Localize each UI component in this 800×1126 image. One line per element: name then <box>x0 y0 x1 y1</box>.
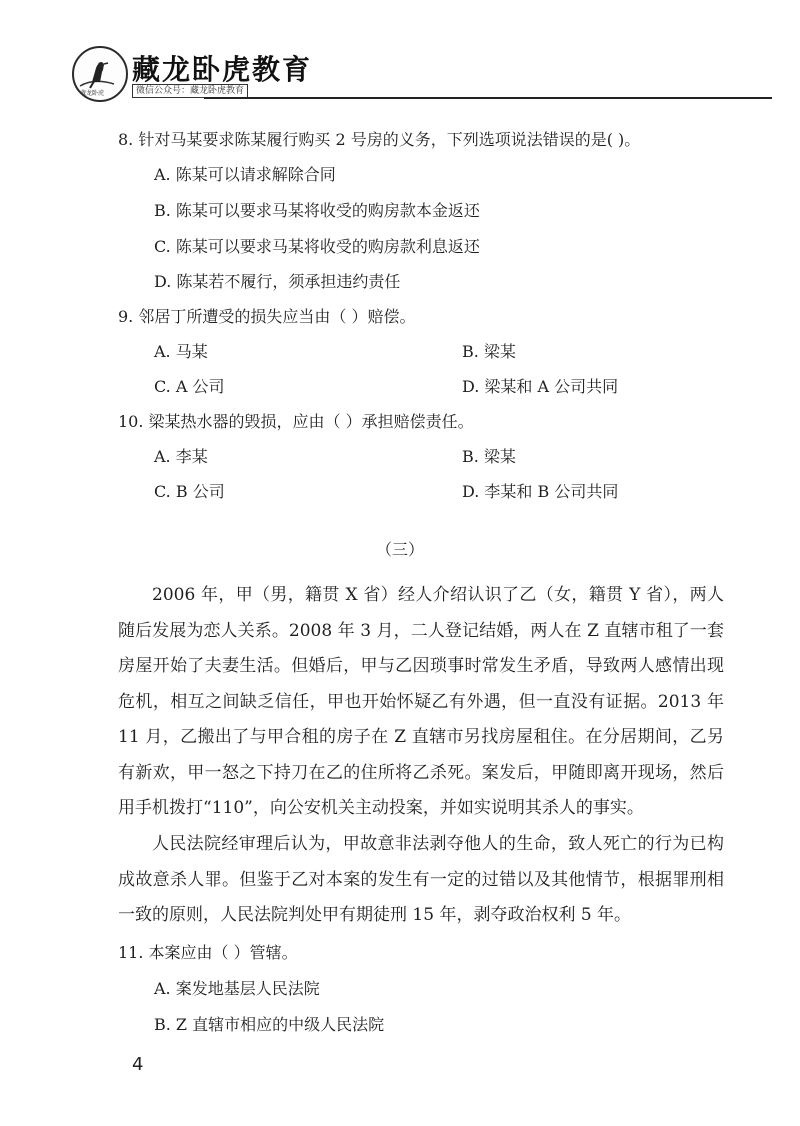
question-8-option-b: B. 陈某可以要求马某将收受的购房款本金返还 <box>154 201 480 220</box>
question-10-option-a: A. 李某 <box>154 447 208 466</box>
question-9-option-d: D. 梁某和 A 公司共同 <box>462 377 619 396</box>
question-8-stem: 8. 针对马某要求陈某履行购买 2 号房的义务，下列选项说法错误的是( )。 <box>118 130 641 149</box>
question-9-option-c: C. A 公司 <box>154 377 225 396</box>
logo-emblem <box>72 46 128 102</box>
question-10-option-b: B. 梁某 <box>462 447 516 466</box>
question-9-option-a: A. 马某 <box>154 342 208 361</box>
logo-caption: 藏龙卧虎 <box>80 90 105 97</box>
brand-subtitle: 微信公众号：藏龙卧虎教育 <box>132 84 248 98</box>
question-10-option-c: C. B 公司 <box>154 482 225 501</box>
page-header <box>72 44 772 106</box>
case-paragraph-2: 人民法院经审理后认为，甲故意非法剥夺他人的生命，致人死亡的行为已构成故意杀人罪。但鉴于乙对本案的发生有一定的过错以及其他情节，根据罪刑相一致的原则，人民法院判处甲有期徒刑 15 年，剥夺政治权利 5 年。 <box>118 834 724 925</box>
question-8-option-a: A. 陈某可以请求解除合同 <box>154 165 336 184</box>
question-9-stem: 9. 邻居丁所遭受的损失应当由（ ）赔偿。 <box>118 307 416 326</box>
question-11-stem: 11. 本案应由（ ）管辖。 <box>118 943 298 962</box>
header-rule <box>204 97 772 99</box>
question-10-stem: 10. 梁某热水器的毁损，应由（ ）承担赔偿责任。 <box>118 412 474 431</box>
brand-title: 藏龙卧虎教育 <box>132 53 313 86</box>
question-9-option-b: B. 梁某 <box>462 342 516 361</box>
question-11-option-b: B. Z 直辖市相应的中级人民法院 <box>154 1015 385 1034</box>
case-paragraph-1: 2006 年，甲（男，籍贯 X 省）经人介绍认识了乙（女，籍贯 Y 省），两人随后发展为恋人关系。2008 年 3 月，二人登记结婚，两人在 Z 直辖市租了一套房屋开始了夫妻生活。但婚后，甲与乙因琐事时常发生矛盾，导致两人感情出现危机，相互之间缺乏信任，甲也开始怀疑乙有外遇，但一直没有证据。2013 年 11 月，乙搬出了与甲合租的房子在 Z 直辖市另找房屋租住。在分居期间，乙另有新欢，甲一怒之下持刀在乙的住所将乙杀死。案发后，甲随即离开现场，然后用手机拨打“110”，向公安机关主动投案，并如实说明其杀人的事实。 <box>118 585 724 818</box>
page-number: 4 <box>132 1054 144 1075</box>
question-11-option-a: A. 案发地基层人民法院 <box>154 979 320 998</box>
question-10-option-d: D. 李某和 B 公司共同 <box>462 482 619 501</box>
question-8-option-d: D. 陈某若不履行，须承担违约责任 <box>154 272 401 291</box>
question-8-option-c: C. 陈某可以要求马某将收受的购房款利息返还 <box>154 237 480 256</box>
section-title: （三） <box>375 540 424 559</box>
